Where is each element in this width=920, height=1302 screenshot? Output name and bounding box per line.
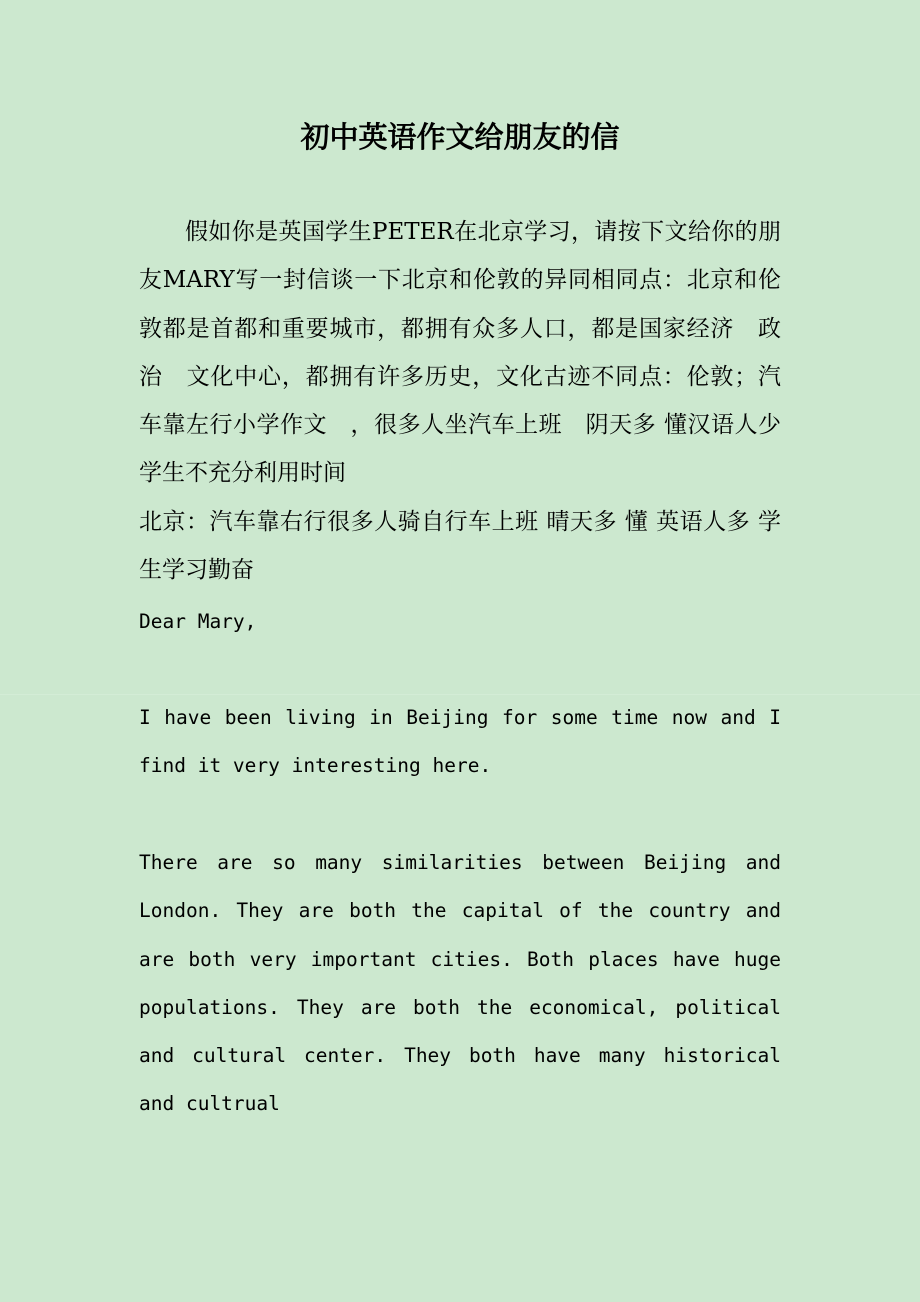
letter-paragraph-1: I have been living in Beijing for some time now and I find it very interesting here. (139, 706, 781, 778)
letter-paragraph-2: There are so many similarities between Beijing and London. They are both the capital of the country and are both very important cities. Both places have huge populations. They are both the economical, political and cultural center. They both have many historical and cultrual (139, 851, 781, 1116)
document-title: 初中英语作文给朋友的信 (300, 120, 620, 154)
prompt-beijing: 北京：汽车靠右行很多人骑自行车上班 晴天多 懂 英语人多 学生学习勤奋 (139, 508, 781, 584)
prompt-intro: 假如你是英国学生PETER在北京学习，请按下文给你的朋友MARY写一封信谈一下北京和伦敦的异同相同点：北京和伦敦都是首都和重要城市，都拥有众多人口，都是国家经济 政治 文化中心，都拥有许多历史，文化古迹不同点：伦敦；汽车靠左行小学作文 ，很多人坐汽车上班 阴天多 懂汉语人少 学生不充分利用时间 (139, 219, 781, 487)
prompt-text (139, 208, 781, 594)
letter-salutation: Dear Mary, (139, 610, 257, 633)
